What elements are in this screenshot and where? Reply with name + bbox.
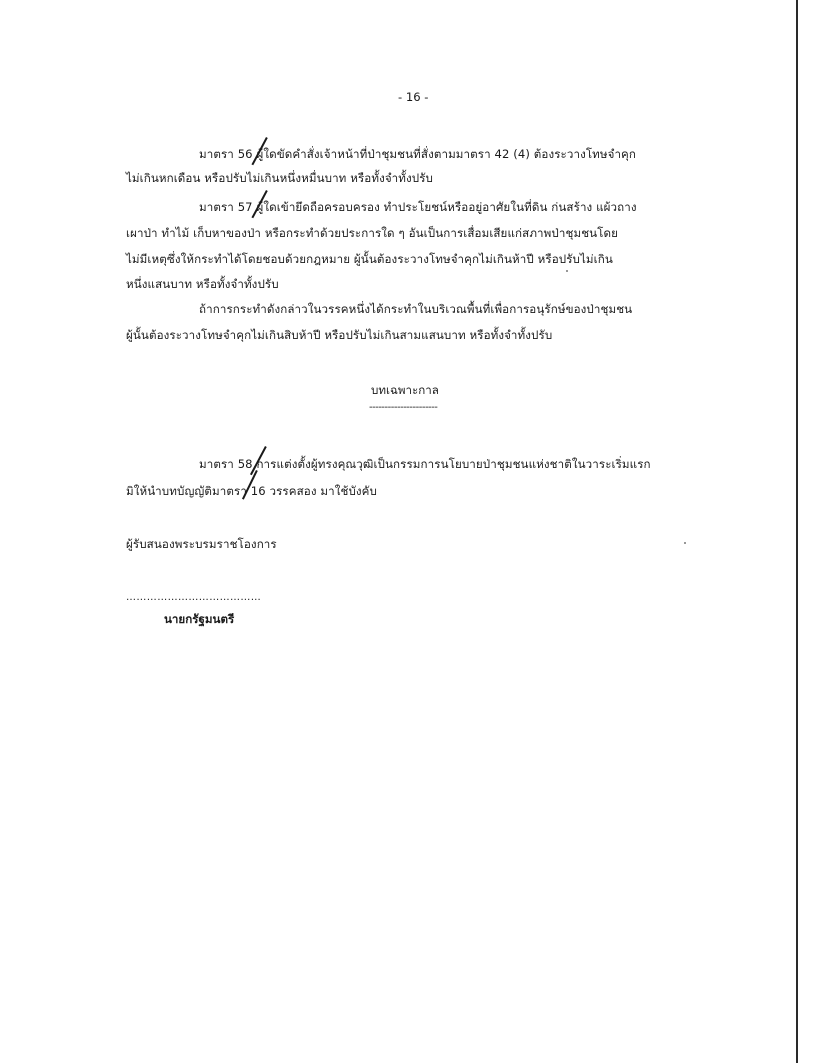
section-57-line-1: มาตรา 57 ผู้ใดเข้ายึดถือครอบครอง ทำประโยชน์หรืออยู่อาศัยในที่ดิน ก่นสร้าง แผ้วถาง: [199, 200, 637, 214]
page-number: - 16 -: [398, 90, 429, 104]
scan-speck: [684, 542, 686, 544]
transitional-provisions-heading: บทเฉพาะกาล: [371, 383, 439, 397]
section-58-line-2: มิให้นำบทบัญญัติมาตรา 16 วรรคสอง มาใช้บังคับ: [126, 484, 377, 498]
section-56-line-2: ไม่เกินหกเดือน หรือปรับไม่เกินหนึ่งหมื่นบาท หรือทั้งจำทั้งปรับ: [126, 171, 433, 185]
section-57-para-2-line-1: ถ้าการกระทำดังกล่าวในวรรคหนึ่งได้กระทำในบริเวณพื้นที่เพื่อการอนุรักษ์ของป่าชุมชน: [199, 302, 633, 316]
section-56-line-1: มาตรา 56 ผู้ใดขัดคำสั่งเจ้าหน้าที่ป่าชุมชนที่สั่งตามมาตรา 42 (4) ต้องระวางโทษจำคุก: [199, 147, 637, 161]
section-57-line-3: ไม่มีเหตุซึ่งให้กระทำได้โดยชอบด้วยกฎหมาย ผู้นั้นต้องระวางโทษจำคุกไม่เกินห้าปี หรือปรับไม่เกิน: [126, 252, 613, 266]
signature-dotted-line: …………………………………: [126, 592, 262, 603]
signer-title: นายกรัฐมนตรี: [164, 612, 235, 626]
section-57-line-2: เผาป่า ทำไม้ เก็บหาของป่า หรือกระทำด้วยประการใด ๆ อันเป็นการเสื่อมเสียแก่สภาพป่าชุมชนโดย: [126, 226, 619, 240]
heading-underline: ----------------------: [369, 402, 438, 413]
scan-speck: [566, 270, 568, 272]
section-58-line-1: มาตรา 58 การแต่งตั้งผู้ทรงคุณวุฒิเป็นกรรมการนโยบายป่าชุมชนแห่งชาติในวาระเริ่มแรก: [199, 457, 651, 471]
section-57-line-4: หนึ่งแสนบาท หรือทั้งจำทั้งปรับ: [126, 277, 279, 291]
countersign-label: ผู้รับสนองพระบรมราชโองการ: [126, 537, 277, 551]
section-57-para-2-line-2: ผู้นั้นต้องระวางโทษจำคุกไม่เกินสิบห้าปี หรือปรับไม่เกินสามแสนบาท หรือทั้งจำทั้งปรับ: [126, 328, 553, 342]
scan-edge-line: [796, 0, 798, 1063]
